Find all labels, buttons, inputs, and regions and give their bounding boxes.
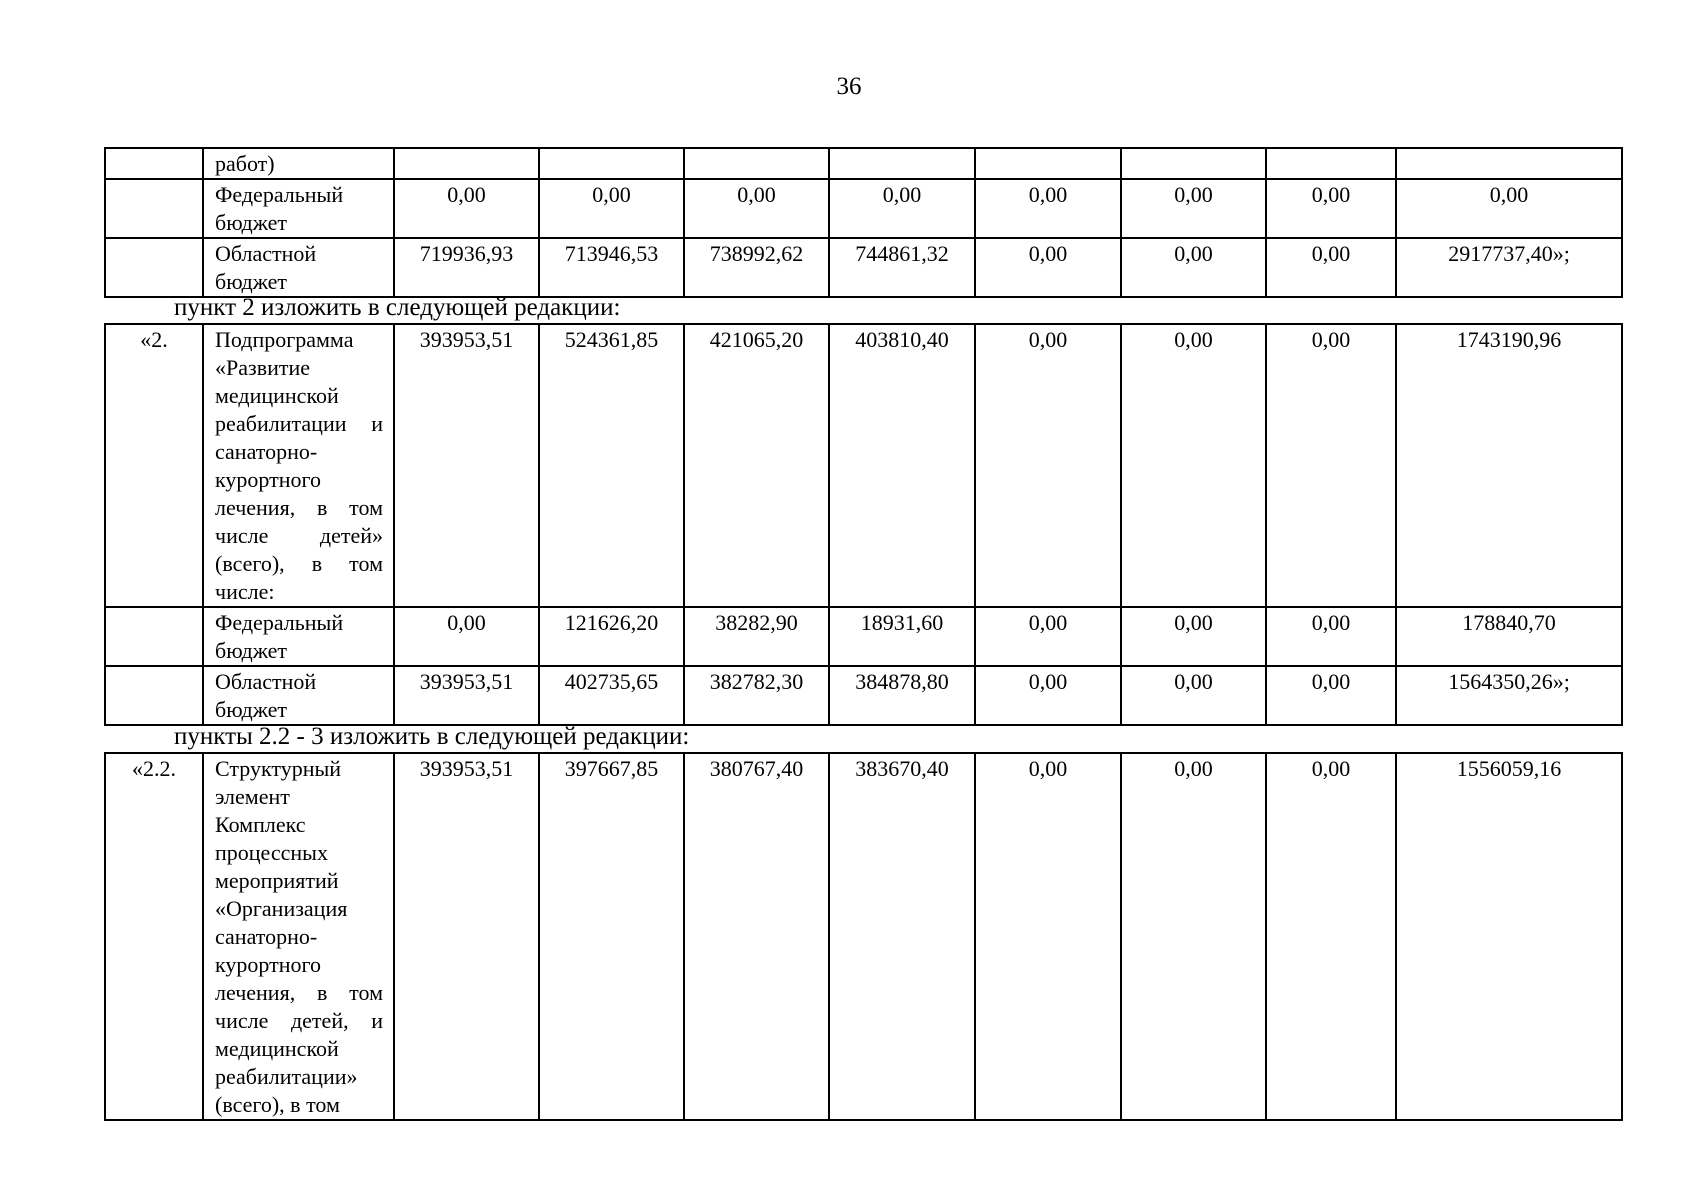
table-row	[105, 666, 1622, 725]
amount-cell: 0,00	[975, 324, 1121, 607]
structural-element-2-2-table	[104, 752, 1621, 1121]
row-name	[203, 753, 394, 1120]
amount-cell: 1556059,16	[1396, 753, 1622, 1120]
row-number: «2.	[105, 324, 203, 607]
row-number	[105, 238, 203, 297]
amount-cell: 713946,53	[539, 238, 684, 297]
amount-cell: 0,00	[975, 607, 1121, 666]
amount-cell: 744861,32	[829, 238, 975, 297]
amount-cell: 0,00	[1266, 324, 1396, 607]
row-name-line: числе детей, и	[215, 1008, 383, 1033]
amount-cell: 0,00	[1266, 666, 1396, 725]
amount-cell	[829, 148, 975, 179]
amount-cell: 1564350,26»;	[1396, 666, 1622, 725]
row-name-line: числе:	[215, 579, 275, 604]
amount-cell: 0,00	[1266, 179, 1396, 238]
amount-cell: 0,00	[394, 607, 539, 666]
amount-cell: 18931,60	[829, 607, 975, 666]
row-name-line: Комплекс	[215, 812, 306, 837]
amount-cell: 0,00	[1266, 753, 1396, 1120]
amount-cell: 421065,20	[684, 324, 829, 607]
amount-cell: 0,00	[829, 179, 975, 238]
subprogram-2-table	[104, 323, 1621, 726]
row-name-line: Областной	[215, 241, 317, 266]
row-name-line: Подпрограмма	[215, 327, 354, 352]
row-name-line: (всего), в том	[215, 551, 383, 576]
row-name-line: реабилитации и	[215, 411, 383, 436]
row-name	[203, 666, 394, 725]
amount-cell: 0,00	[1121, 238, 1266, 297]
amount-cell: 0,00	[394, 179, 539, 238]
row-name-line: элемент	[215, 784, 290, 809]
amount-cell: 0,00	[1121, 324, 1266, 607]
amount-cell: 0,00	[1121, 753, 1266, 1120]
amount-cell: 38282,90	[684, 607, 829, 666]
row-name-line: курортного	[215, 467, 321, 492]
row-name-line: бюджет	[215, 697, 287, 722]
amount-cell: 403810,40	[829, 324, 975, 607]
amount-cell: 382782,30	[684, 666, 829, 725]
amount-cell: 380767,40	[684, 753, 829, 1120]
amount-cell	[539, 148, 684, 179]
amount-cell	[1266, 148, 1396, 179]
row-name	[203, 324, 394, 607]
amount-cell: 0,00	[539, 179, 684, 238]
row-name-line: бюджет	[215, 638, 287, 663]
row-name-line: числе детей»	[215, 523, 383, 548]
row-number	[105, 666, 203, 725]
row-name-line: бюджет	[215, 210, 287, 235]
table-row	[105, 607, 1622, 666]
row-name-line: Областной	[215, 669, 317, 694]
amount-cell: 0,00	[1121, 666, 1266, 725]
row-name-line: курортного	[215, 952, 321, 977]
instruction-text: пункт 2 изложить в следующей редакции:	[174, 294, 621, 321]
row-name-line: мероприятий	[215, 868, 339, 893]
amount-cell: 384878,80	[829, 666, 975, 725]
row-name-line: Федеральный	[215, 182, 344, 207]
table-row	[105, 753, 1622, 1120]
row-name-line: Федеральный	[215, 610, 344, 635]
table-row	[105, 238, 1622, 297]
row-name-line: лечения, в том	[215, 980, 383, 1005]
amount-cell: 524361,85	[539, 324, 684, 607]
row-name-line: «Развитие	[215, 355, 311, 380]
table-row	[105, 324, 1622, 607]
row-number	[105, 179, 203, 238]
row-name-line: работ)	[215, 151, 275, 176]
table-row	[105, 179, 1622, 238]
amount-cell: 121626,20	[539, 607, 684, 666]
amount-cell: 0,00	[975, 753, 1121, 1120]
row-name-line: процессных	[215, 840, 328, 865]
table-row	[105, 148, 1622, 179]
table	[104, 323, 1623, 726]
amount-cell: 393953,51	[394, 324, 539, 607]
amount-cell	[1396, 148, 1622, 179]
amount-cell	[975, 148, 1121, 179]
amount-cell: 719936,93	[394, 238, 539, 297]
row-name-line: санаторно-	[215, 924, 318, 949]
instruction-text: пункты 2.2 - 3 изложить в следующей редакции:	[174, 723, 690, 750]
budget-table-continued	[104, 147, 1621, 298]
amount-cell	[394, 148, 539, 179]
amount-cell: 0,00	[975, 238, 1121, 297]
amount-cell: 0,00	[684, 179, 829, 238]
row-name-line: санаторно-	[215, 439, 318, 464]
amount-cell: 0,00	[1266, 238, 1396, 297]
amount-cell: 178840,70	[1396, 607, 1622, 666]
table	[104, 752, 1623, 1121]
row-name-line: бюджет	[215, 269, 287, 294]
amount-cell: 393953,51	[394, 753, 539, 1120]
row-name-line: «Организация	[215, 896, 348, 921]
amount-cell: 0,00	[975, 179, 1121, 238]
amount-cell: 397667,85	[539, 753, 684, 1120]
row-number	[105, 148, 203, 179]
amount-cell: 0,00	[975, 666, 1121, 725]
row-name-line: медицинской	[215, 1036, 339, 1061]
row-name-line: медицинской	[215, 383, 339, 408]
amount-cell: 0,00	[1121, 179, 1266, 238]
amount-cell	[1121, 148, 1266, 179]
table	[104, 147, 1623, 298]
amount-cell: 393953,51	[394, 666, 539, 725]
row-name-line: реабилитации»	[215, 1064, 358, 1089]
row-name-line: (всего), в том	[215, 1092, 340, 1117]
row-name	[203, 607, 394, 666]
amount-cell	[684, 148, 829, 179]
amount-cell: 383670,40	[829, 753, 975, 1120]
row-name-line: лечения, в том	[215, 495, 383, 520]
amount-cell: 0,00	[1266, 607, 1396, 666]
page-number: 36	[836, 73, 862, 100]
row-number	[105, 607, 203, 666]
amount-cell: 0,00	[1121, 607, 1266, 666]
amount-cell: 1743190,96	[1396, 324, 1622, 607]
amount-cell: 0,00	[1396, 179, 1622, 238]
row-number: «2.2.	[105, 753, 203, 1120]
amount-cell: 402735,65	[539, 666, 684, 725]
row-name	[203, 148, 394, 179]
row-name	[203, 179, 394, 238]
row-name	[203, 238, 394, 297]
row-name-line: Структурный	[215, 756, 342, 781]
amount-cell: 2917737,40»;	[1396, 238, 1622, 297]
amount-cell: 738992,62	[684, 238, 829, 297]
